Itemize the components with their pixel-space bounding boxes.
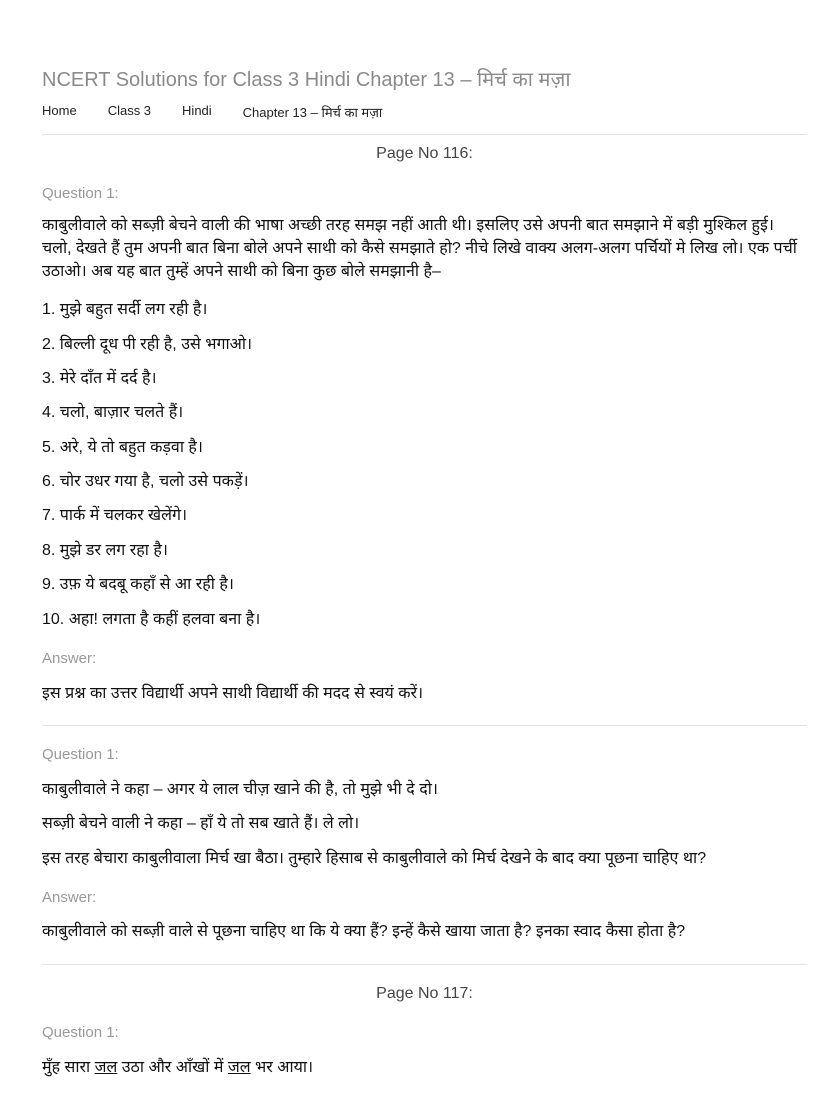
question-text: काबुलीवाले को सब्ज़ी बेचने वाली की भाषा अच्छी तरह समझ नहीं आती थी। इसलिए उसे अपनी बात समझाने में बड़ी मुश्किल हुई। चलो, देखते हैं तुम अपनी बात बिना बोले अपने साथी को कैसे समझाते हो? नीचे लिखे वाक्य अलग-अलग पर्चियों मे लिख लो। एक पर्ची उठाओ। अब यह बात तुम्हें अपने साथी को बिना कुछ बोले समझानी है– [42, 217, 797, 280]
breadcrumb-class[interactable]: Class 3 [107, 103, 152, 118]
breadcrumb-chapter[interactable]: Chapter 13 – मिर्च का मज़ा [242, 105, 383, 120]
divider [42, 725, 807, 726]
list-item: 3. मेरे दाँत में दर्द है। [42, 370, 157, 387]
list-item: 10. अहा! लगता है कहीं हलवा बना है। [42, 611, 261, 628]
answer-text: इस प्रश्न का उत्तर विद्यार्थी अपने साथी विद्यार्थी की मदद से स्वयं करें। [42, 685, 424, 702]
question-line: सब्ज़ी बेचने वाली ने कहा – हाँ ये तो सब खाते हैं। ले लो। [42, 815, 360, 832]
breadcrumb-subject[interactable]: Hindi [182, 103, 212, 118]
text-segment: भर आया। [250, 1059, 314, 1076]
breadcrumb [42, 103, 382, 121]
list-item: 7. पार्क में चलकर खेलेंगे। [42, 507, 188, 524]
question-line: इस तरह बेचारा काबुलीवाला मिर्च खा बैठा। तुम्हारे हिसाब से काबुलीवाले को मिर्च देखने के बाद क्या पूछना चाहिए था? [42, 850, 707, 867]
underlined-word: जल [94, 1059, 118, 1076]
divider [42, 964, 807, 965]
breadcrumb-home[interactable]: Home [42, 103, 77, 118]
list-item: 5. अरे, ये तो बहुत कड़वा है। [42, 439, 203, 456]
question-label: Question 1: [42, 1024, 119, 1041]
list-item: 6. चोर उधर गया है, चलो उसे पकड़ें। [42, 473, 249, 490]
question-label: Question 1: [42, 746, 119, 763]
text-segment: उठा और आँखों में [117, 1059, 228, 1076]
answer-label: Answer: [42, 650, 97, 667]
list-item: 1. मुझे बहुत सर्दी लग रही है। [42, 301, 208, 318]
question-line: काबुलीवाले ने कहा – अगर ये लाल चीज़ खाने की है, तो मुझे भी दे दो। [42, 781, 438, 798]
question-label: Question 1: [42, 185, 119, 202]
underlined-word: जल [227, 1059, 251, 1076]
list-item: 8. मुझे डर लग रहा है। [42, 542, 168, 559]
page-title: NCERT Solutions for Class 3 Hindi Chapter 13 – मिर्च का मज़ा [42, 69, 571, 91]
page-number-heading: Page No 116: [376, 145, 473, 162]
text-segment: मुँह सारा [42, 1059, 95, 1076]
list-item: 4. चलो, बाज़ार चलते हैं। [42, 404, 184, 421]
answer-label: Answer: [42, 889, 97, 906]
answer-text: काबुलीवाले को सब्ज़ी वाले से पूछना चाहिए था कि ये क्या हैं? इन्हें कैसे खाया जाता है? इनका स्वाद कैसा होता है? [42, 923, 686, 940]
question-line [42, 1055, 313, 1077]
divider [42, 134, 807, 135]
page-number-heading: Page No 117: [376, 985, 473, 1002]
list-item: 2. बिल्ली दूध पी रही है, उसे भगाओ। [42, 336, 253, 353]
list-item: 9. उफ़ ये बदबू कहाँ से आ रही है। [42, 576, 234, 593]
